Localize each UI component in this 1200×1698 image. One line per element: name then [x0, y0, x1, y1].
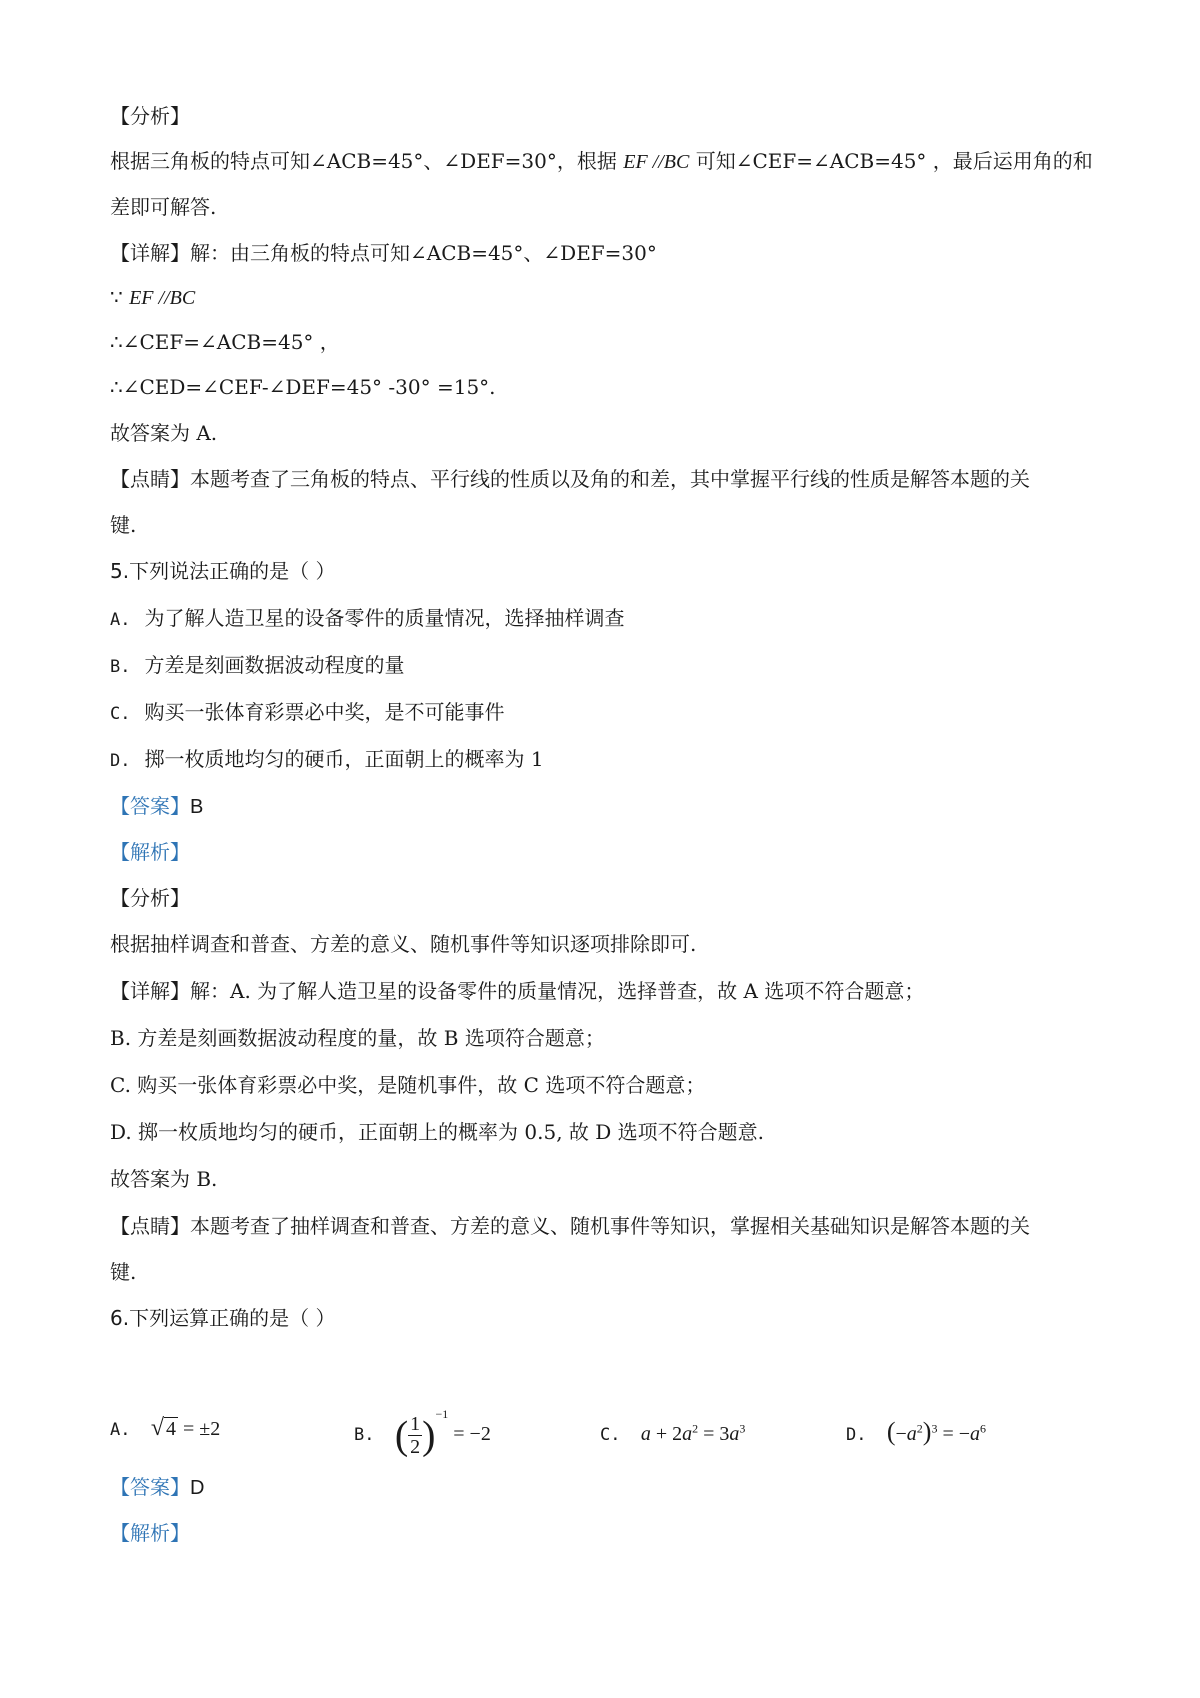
question-5-dianjing-2: 键. — [110, 1260, 137, 1284]
option-label: B. — [354, 1424, 375, 1445]
answer-value: B — [190, 796, 204, 818]
question-5-option-c — [110, 698, 504, 728]
question-5-xiangjie-a — [110, 977, 924, 1005]
question-5-fenxi-label: 【分析】 — [110, 886, 190, 910]
fenxi-label: 【分析】 — [110, 104, 190, 128]
fenxi-math-parallel: EF //BC — [623, 151, 690, 173]
fenxi-text-line-2: 差即可解答. — [110, 195, 217, 219]
question-6-option-d — [846, 1408, 986, 1455]
question-5-answer-line: 故答案为 B. — [110, 1167, 218, 1191]
question-5-answer — [110, 792, 203, 821]
question-6-option-c — [600, 1408, 745, 1455]
option-label: A. — [110, 1420, 131, 1440]
question-5-jiexi-label: 【解析】 — [110, 840, 190, 864]
question-5-dianjing-1 — [110, 1212, 1030, 1240]
question-5-stem: 5.下列说法正确的是（ ） — [110, 559, 336, 583]
xiangjie-label: 【详解】 — [110, 241, 190, 265]
formula-reciprocal: ( $\frac{1}{2}$ )$^{-1}$ = −2 — [394, 1407, 491, 1458]
answer-label: 【答案】 — [110, 794, 190, 818]
question-5-option-d — [110, 745, 544, 775]
because-line — [110, 283, 195, 312]
xiangjie-text: 解：由三角板的特点可知∠ACB=45°、∠DEF=30° — [190, 241, 657, 265]
dianjing-line-2: 键. — [110, 513, 137, 537]
option-text: 为了解人造卫星的设备零件的质量情况，选择抽样调查 — [144, 606, 625, 630]
fenxi-text-1a: 根据三角板的特点可知∠ACB=45°、∠DEF=30°，根据 — [110, 149, 617, 173]
option-label: C. — [110, 704, 131, 724]
question-5-option-a — [110, 604, 624, 634]
xiangjie-label: 【详解】 — [110, 979, 190, 1003]
dianjing-text: 本题考查了抽样调查和普查、方差的意义、随机事件等知识，掌握相关基础知识是解答本题的关 — [190, 1214, 1030, 1238]
question-6-option-a — [110, 1408, 220, 1450]
answer-value: D — [190, 1477, 205, 1499]
option-label: D. — [110, 751, 131, 771]
question-6-answer — [110, 1473, 204, 1502]
dianjing-label: 【点睛】 — [110, 1214, 190, 1238]
question-6-jiexi-label: 【解析】 — [110, 1521, 190, 1545]
xiangjie-line — [110, 239, 657, 267]
fenxi-text-1b: 可知∠CEF=∠ACB=45° ，最后运用角的和 — [695, 149, 1093, 173]
option-label: C. — [600, 1424, 621, 1445]
question-5-fenxi-text: 根据抽样调查和普查、方差的意义、随机事件等知识逐项排除即可. — [110, 932, 697, 956]
question-6-option-b — [354, 1408, 491, 1458]
option-label: A. — [110, 610, 131, 630]
fenxi-text-line-1 — [110, 147, 1093, 176]
answer-line-4: 故答案为 A. — [110, 421, 218, 445]
option-text: 掷一枚质地均匀的硬币，正面朝上的概率为 1 — [144, 747, 544, 771]
formula-sum: $a + 2a^2 = 3a^3$ — [640, 1421, 746, 1445]
option-label: B. — [110, 657, 131, 677]
step-cef: ∴∠CEF=∠ACB=45° ， — [110, 330, 340, 354]
option-label: D. — [846, 1424, 867, 1445]
dianjing-text-1: 本题考查了三角板的特点、平行线的性质以及角的和差，其中掌握平行线的性质是解答本题的关 — [190, 467, 1030, 491]
dianjing-label: 【点睛】 — [110, 467, 190, 491]
question-5-xiangjie-c: C. 购买一张体育彩票必中奖，是随机事件，故 C 选项不符合题意； — [110, 1073, 706, 1097]
question-6-stem: 6.下列运算正确的是（ ） — [110, 1306, 336, 1330]
question-5-xiangjie-d: D. 掷一枚质地均匀的硬币，正面朝上的概率为 0.5, 故 D 选项不符合题意. — [110, 1120, 765, 1144]
because-symbol: ∵ — [110, 285, 123, 309]
formula-sqrt: √ 4 = ±2 — [150, 1415, 221, 1441]
option-text: 方差是刻画数据波动程度的量 — [144, 653, 405, 677]
option-text: 购买一张体育彩票必中奖，是不可能事件 — [144, 700, 505, 724]
step-ced: ∴∠CED=∠CEF-∠DEF=45° -30° =15°. — [110, 375, 496, 399]
answer-label: 【答案】 — [110, 1475, 190, 1499]
dianjing-line-1 — [110, 465, 1030, 493]
because-math: EF //BC — [129, 287, 196, 309]
question-5-xiangjie-b: B. 方差是刻画数据波动程度的量，故 B 选项符合题意； — [110, 1026, 605, 1050]
xiangjie-text: 解：A. 为了解人造卫星的设备零件的质量情况，选择普查，故 A 选项不符合题意； — [190, 979, 925, 1003]
question-5-option-b — [110, 651, 404, 681]
formula-power: $(-a^2)^3 = -a^6$ — [886, 1416, 987, 1446]
